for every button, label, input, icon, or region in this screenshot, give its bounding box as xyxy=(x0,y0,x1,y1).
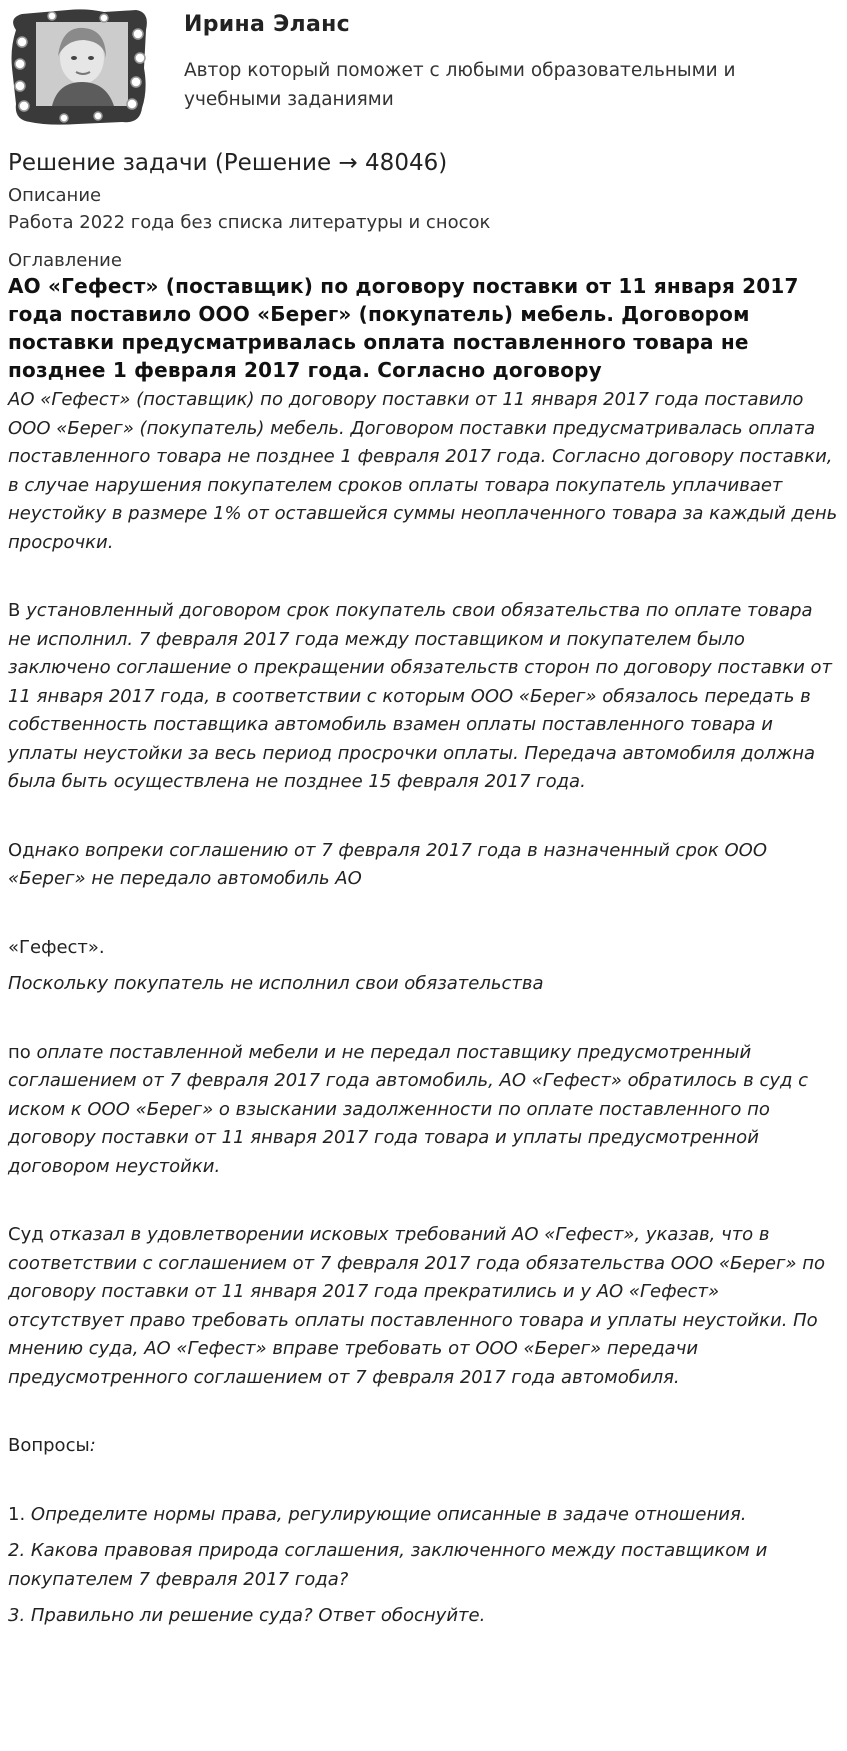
description-label: Описание xyxy=(8,185,102,206)
task-paragraph-1: АО «Гефест» (поставщик) по договору поставки от 11 января 2017 года поставило ООО «Берег» (покупатель) мебель. Договором поставки предусматривалась оплата поставленного товара не позднее 1 февраля 2017 года. Согласно договору поставки, в случае нарушения покупателем сроков оплаты товара покупатель уплачивает неустойку в размере 1% от оставшейся суммы неоплаченного товара за каждый день просрочки. xyxy=(8,389,838,553)
author-block xyxy=(8,8,838,128)
main-content xyxy=(8,146,838,1631)
task-paragraph-2-lead: В xyxy=(8,600,21,621)
question-2: 2. Какова правовая природа соглашения, заключенного между поставщиком и покупателем 7 февраля 2017 года? xyxy=(8,1540,768,1590)
author-name: Ирина Эланс xyxy=(184,12,350,37)
task-paragraph-7 xyxy=(8,1221,838,1392)
task-text xyxy=(8,386,838,1631)
question-1 xyxy=(8,1501,838,1530)
author-description: Автор который поможет с любыми образовательными и учебными заданиями xyxy=(184,60,736,110)
task-paragraph-2-body: установленный договором срок покупатель свои обязательства по оплате товара не исполнил. 7 февраля 2017 года между поставщиком и покупателем было заключено соглашение о прекращении обязательств сторон по договору поставки от 11 января 2017 года, в соответствии с которым ООО «Берег» обязалось передать в собственность поставщика автомобиль взамен оплаты поставленного товара и уплаты неустойки за весь период просрочки оплаты. Передача автомобиля должна была быть осуществлена не позднее 15 февраля 2017 года. xyxy=(8,600,832,792)
questions-label-colon: : xyxy=(89,1435,96,1456)
avatar xyxy=(8,8,150,126)
task-paragraph-3 xyxy=(8,837,838,894)
task-paragraph-7-lead: Суд xyxy=(8,1224,44,1245)
task-paragraph-3-body: нако вопреки соглашению от 7 февраля 2017 года в назначенный срок ООО «Берег» не передало автомобиль АО xyxy=(8,839,767,889)
question-1-text: Определите нормы права, регулирующие описанные в задаче отношения. xyxy=(25,1503,747,1525)
questions-label xyxy=(8,1432,838,1461)
page-title: Решение задачи (Решение → 48046) xyxy=(8,150,448,176)
task-paragraph-4: «Гефест». xyxy=(8,936,105,958)
task-paragraph-6 xyxy=(8,1039,838,1182)
task-paragraph-5: Поскольку покупатель не исполнил свои обязательства xyxy=(8,973,544,994)
task-paragraph-6-body: оплате поставленной мебели и не передал поставщику предусмотренный соглашением от 7 февраля 2017 года автомобиль, АО «Гефест» обратилось в суд с иском к ООО «Берег» о взыскании задолженности по оплате поставленного по договору поставки от 11 января 2017 года товара и уплаты предусмотренной договором неустойки. xyxy=(8,1041,809,1177)
question-3: 3. Правильно ли решение суда? Ответ обоснуйте. xyxy=(8,1605,486,1626)
task-paragraph-7-body: отказал в удовлетворении исковых требований АО «Гефест», указав, что в соответствии с соглашением от 7 февраля 2017 года обязательства ООО «Берег» по договору поставки от 11 января 2017 года прекратились и у АО «Гефест» отсутствует право требовать оплаты поставленного товара и уплаты неустойки. По мнению суда, АО «Гефест» вправе требовать от ООО «Берег» передачи предусмотренного соглашением от 7 февраля 2017 года автомобиля. xyxy=(8,1224,826,1388)
avatar-film-frame-image xyxy=(8,8,150,126)
description-text: Работа 2022 года без списка литературы и сносок xyxy=(8,212,491,233)
task-paragraph-2 xyxy=(8,597,838,797)
task-paragraph-3-lead: Од xyxy=(8,839,35,861)
task-paragraph-6-lead: по xyxy=(8,1041,31,1063)
questions-label-text: Вопросы xyxy=(8,1435,90,1456)
question-1-number: 1. xyxy=(8,1503,26,1525)
toc-heading: АО «Гефест» (поставщик) по договору поставки от 11 января 2017 года поставило ООО «Берег» (покупатель) мебель. Договором поставки предусматривалась оплата поставленного товара не позднее 1 февраля 2017 года. Согласно договору xyxy=(8,274,799,382)
toc-label: Оглавление xyxy=(8,250,122,271)
